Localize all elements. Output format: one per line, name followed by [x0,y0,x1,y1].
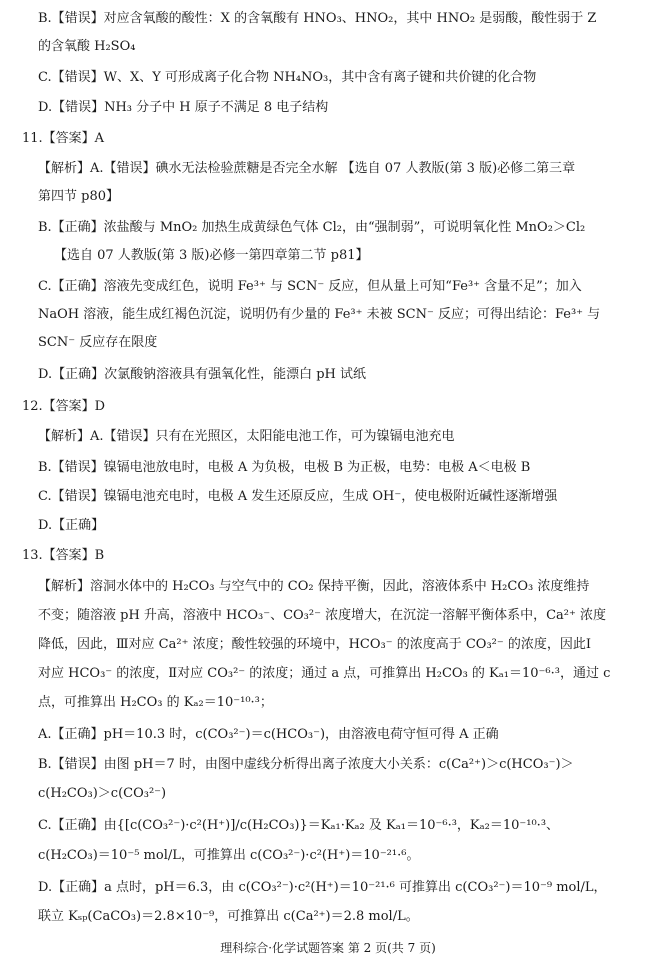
answer-heading-12: 12.【答案】D [22,399,106,414]
text-line: c(H₂CO₃)＞c(CO₃²⁻) [38,786,167,801]
text-line: SCN⁻ 反应存在限度 [38,335,158,350]
text-line: A.【正确】pH＝10.3 时，c(CO₃²⁻)＝c(HCO₃⁻)，由溶液电荷守恒可得 A 正确 [38,727,499,742]
text-line: C.【正确】溶液先变成红色，说明 Fe³⁺ 与 SCN⁻ 反应，但从量上可知“Fe³⁺ 含量不足”；加入 [38,279,582,294]
text-line: C.【错误】W、X、Y 可形成离子化合物 NH₄NO₃，其中含有离子键和共价键的化合物 [38,70,537,85]
text-line: 【解析】A.【错误】碘水无法检验蔗糖是否完全水解 【选自 07 人教版(第 3 版)必修二第三章 [38,161,576,176]
answer-heading-11: 11.【答案】A [22,131,105,146]
text-line: 降低，因此，Ⅲ对应 Ca²⁺ 浓度；酸性较强的环境中，HCO₃⁻ 的浓度高于 CO₃²⁻ 的浓度，因此Ⅰ [38,637,592,652]
text-line: 【解析】A.【错误】只有在光照区，太阳能电池工作，可为镍镉电池充电 [38,429,455,444]
text-line: 点，可推算出 H₂CO₃ 的 Kₐ₂＝10⁻¹⁰·³； [38,695,273,710]
text-line: D.【正确】 [38,518,105,533]
text-line: B.【正确】浓盐酸与 MnO₂ 加热生成黄绿色气体 Cl₂，由“强制弱”，可说明氧化性 MnO₂＞Cl₂ [38,220,586,235]
page-footer: 理科综合·化学试题答案 第 2 页(共 7 页) [220,941,436,955]
text-line: D.【错误】NH₃ 分子中 H 原子不满足 8 电子结构 [38,100,329,115]
answer-heading-13: 13.【答案】B [22,548,105,563]
source-reference: 【选自 07 人教版(第 3 版)必修一第四章第二节 p81】 [54,248,369,263]
text-line: 的含氧酸 H₂SO₄ [38,39,136,54]
text-line: 联立 Kₛₚ(CaCO₃)＝2.8×10⁻⁹，可推算出 c(Ca²⁺)＝2.8 mol/L。 [38,909,419,924]
text-line: 对应 HCO₃⁻ 的浓度，Ⅱ对应 CO₃²⁻ 的浓度；通过 a 点，可推算出 H₂CO₃ 的 Kₐ₁＝10⁻⁶·³，通过 c [38,666,611,681]
text-line: c(H₂CO₃)＝10⁻⁵ mol/L，可推算出 c(CO₃²⁻)·c²(H⁺)＝10⁻²¹·⁶。 [38,848,420,863]
text-line: B.【错误】由图 pH＝7 时，由图中虚线分析得出离子浓度大小关系：c(Ca²⁺)＞c(HCO₃⁻)＞ [38,757,574,772]
text-line: B.【错误】对应含氧酸的酸性：X 的含氧酸有 HNO₃、HNO₂，其中 HNO₂ 是弱酸，酸性弱于 Z [38,11,597,26]
text-line: 第四节 p80】 [38,189,119,204]
text-line: C.【错误】镍镉电池充电时，电极 A 发生还原反应，生成 OH⁻，使电极附近碱性逐渐增强 [38,489,558,504]
text-line: C.【正确】由{[c(CO₃²⁻)·c²(H⁺)]/c(H₂CO₃)}＝Kₐ₁·Kₐ₂ 及 Kₐ₁＝10⁻⁶·³，Kₐ₂＝10⁻¹⁰·³、 [38,818,560,833]
text-line: B.【错误】镍镉电池放电时，电极 A 为负极，电极 B 为正极，电势：电极 A＜电极 B [38,460,531,475]
text-line: D.【正确】a 点时，pH＝6.3，由 c(CO₃²⁻)·c²(H⁺)＝10⁻²¹·⁶ 可推算出 c(CO₃²⁻)＝10⁻⁹ mol/L， [38,880,607,895]
text-line: 不变；随溶液 pH 升高，溶液中 HCO₃⁻、CO₃²⁻ 浓度增大，在沉淀一溶解平衡体系中，Ca²⁺ 浓度 [38,608,606,623]
text-line: 【解析】溶洞水体中的 H₂CO₃ 与空气中的 CO₂ 保持平衡，因此，溶液体系中 H₂CO₃ 浓度维持 [38,579,590,594]
text-line: D.【正确】次氯酸钠溶液具有强氧化性，能漂白 pH 试纸 [38,367,367,382]
text-line: NaOH 溶液，能生成红褐色沉淀，说明仍有少量的 Fe³⁺ 未被 SCN⁻ 反应；可得出结论：Fe³⁺ 与 [38,307,601,322]
